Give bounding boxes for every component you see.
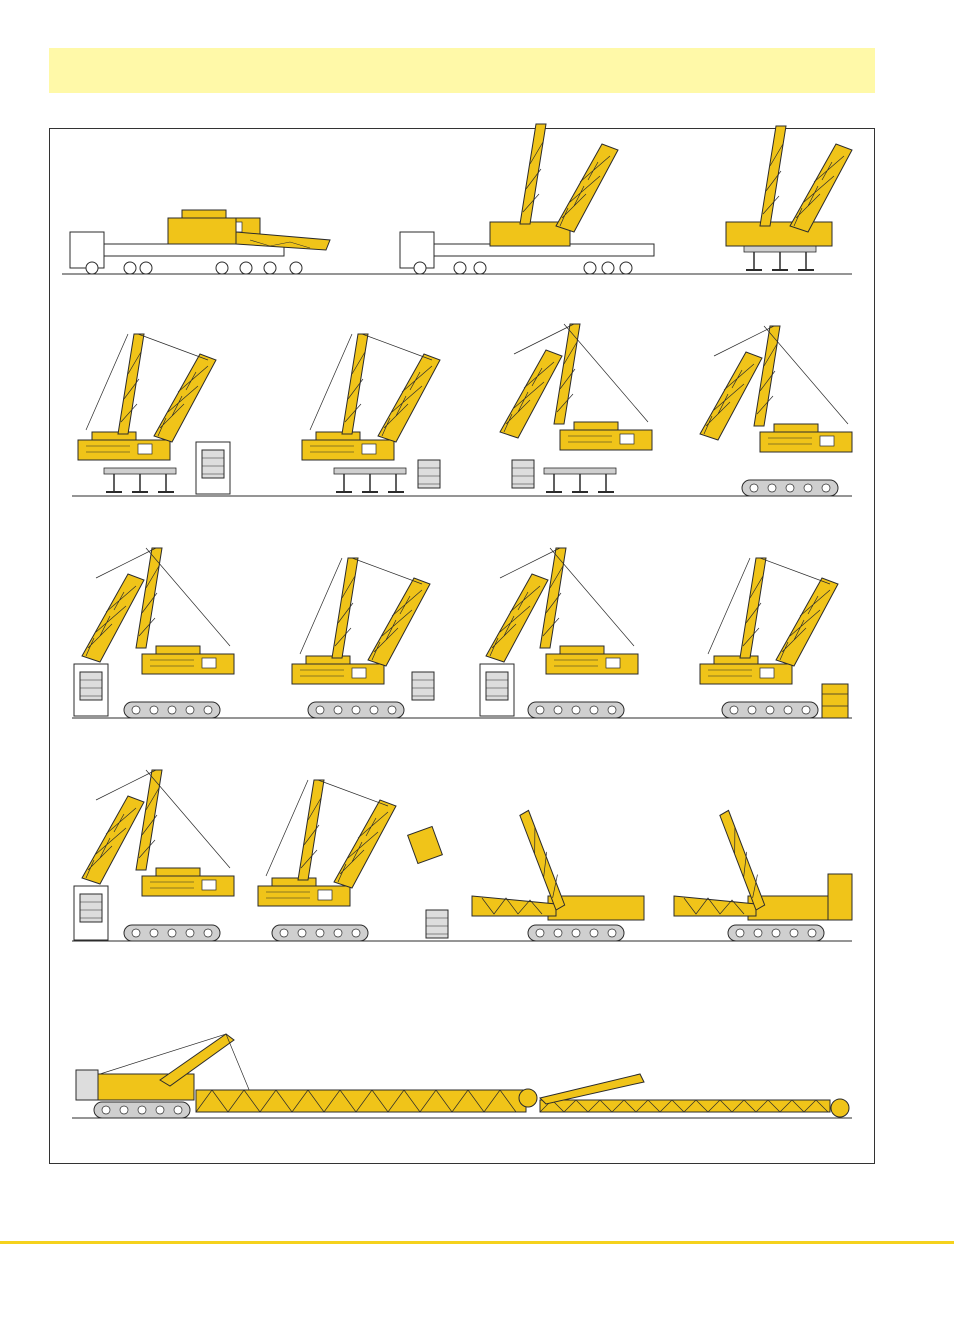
figure-boom-assembly-low <box>472 810 644 941</box>
figure-crawler-mounted <box>700 326 852 496</box>
figure-ballast-truck <box>74 770 234 941</box>
footer-line <box>0 1241 954 1244</box>
figure-full-boom-laid-out <box>76 1034 849 1118</box>
figure-assembly-crawler-lift <box>78 334 230 494</box>
figure-superlift-counterweight <box>258 780 448 941</box>
figure-assembly-crawler-opposite <box>500 324 652 492</box>
figure-self-assembly-jacks <box>726 126 852 270</box>
figure-carbody-weight-lift <box>74 548 234 718</box>
figure-crawlers-complete <box>292 558 434 718</box>
figure-assembly-crawler-set <box>302 334 440 492</box>
figure-counterweight-lift <box>480 548 638 718</box>
figure-boom-assembly-counterweight <box>674 810 852 941</box>
figure-counterweight-stacked <box>700 558 848 718</box>
figure-transport-truck-basic <box>70 210 330 274</box>
figure-transport-truck-boom-raised <box>400 124 654 274</box>
